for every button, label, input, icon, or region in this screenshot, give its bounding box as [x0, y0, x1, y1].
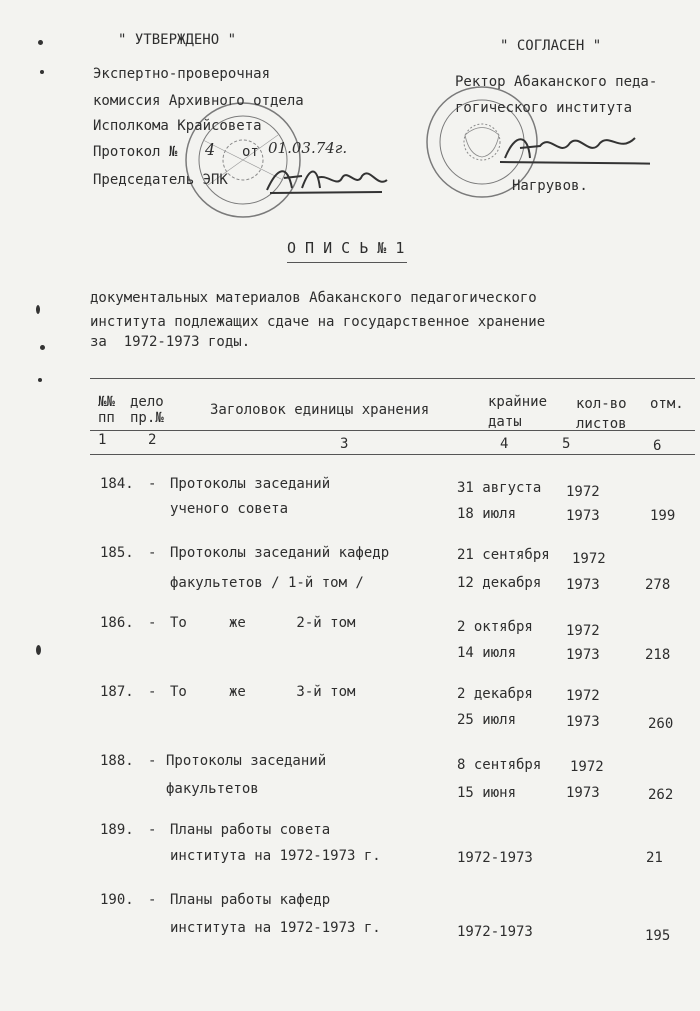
- col-number-3: 3: [340, 436, 349, 452]
- table-row: [0, 684, 700, 748]
- protocol-label: Протокол №: [93, 144, 178, 160]
- row-end-year: 1973: [566, 508, 600, 524]
- header-col5: листов: [576, 416, 627, 432]
- row-start-date: 8 сентября: [457, 757, 542, 773]
- margin-speck: [38, 40, 43, 45]
- row-end-date: 25 июля: [457, 712, 517, 728]
- row-end-date: 12 декабря: [457, 575, 542, 591]
- row-end-year: 1973: [566, 647, 600, 663]
- row-sheet-count: 278: [645, 577, 671, 593]
- header-col2: пр.№: [130, 410, 164, 426]
- row-start-year: 1972: [570, 759, 604, 775]
- row-end-year: 1973: [566, 714, 600, 730]
- document-title: О П И С Ь № 1: [287, 239, 405, 257]
- subtitle-line-2: института подлежащих сдаче на государственное хранение: [90, 314, 546, 330]
- agreed-line-1: Ректор Абаканского педа-: [455, 74, 658, 90]
- table-top-rule: [90, 378, 695, 379]
- row-number: 184.: [100, 476, 134, 492]
- row-dash: -: [148, 684, 157, 700]
- row-start-year: 1972: [566, 688, 600, 704]
- chair-label: Председатель ЭПК: [93, 172, 228, 188]
- row-number: 190.: [100, 892, 134, 908]
- row-title-line-1: Планы работы кафедр: [170, 892, 331, 908]
- row-start-year: 1972: [566, 484, 600, 500]
- table-row: [0, 476, 700, 540]
- row-sheet-count: 199: [650, 508, 676, 524]
- row-title-line-2: факультетов / 1-й том /: [170, 575, 364, 591]
- row-dash: -: [148, 822, 157, 838]
- row-sheet-count: 218: [645, 647, 671, 663]
- row-number: 186.: [100, 615, 134, 631]
- protocol-number: 4: [205, 140, 216, 159]
- row-start-year: 1972: [566, 623, 600, 639]
- table-row: [0, 892, 700, 956]
- row-end-year: 1973: [566, 785, 600, 801]
- rector-signature: [500, 128, 650, 168]
- row-dash: -: [148, 545, 157, 561]
- margin-speck: [38, 378, 42, 382]
- row-end-date: 18 июля: [457, 506, 517, 522]
- col-number-6: 6: [653, 438, 662, 454]
- table-row: [0, 753, 700, 817]
- row-dash: -: [148, 476, 157, 492]
- title-underline: [287, 262, 407, 263]
- row-sheet-count: 262: [648, 787, 674, 803]
- header-col1: пп: [98, 410, 115, 426]
- row-dash: -: [148, 615, 157, 631]
- row-start-date: 31 августа: [457, 480, 542, 496]
- col-number-4: 4: [500, 436, 509, 452]
- row-end-date: 14 июля: [457, 645, 517, 661]
- row-start-date: 21 сентября: [457, 547, 550, 563]
- margin-speck: [40, 345, 45, 350]
- row-title-line-1: То же 3-й том: [170, 684, 356, 700]
- header-rule: [90, 430, 695, 431]
- table-row: [0, 822, 700, 886]
- col-number-rule: [90, 454, 695, 455]
- row-end-date: 15 июня: [457, 785, 517, 801]
- row-dash: -: [148, 892, 157, 908]
- header-col1: №№: [98, 394, 115, 410]
- row-date-range: 1972-1973: [457, 850, 533, 866]
- row-start-year: 1972: [572, 551, 606, 567]
- table-row: [0, 615, 700, 679]
- row-date-range: 1972-1973: [457, 924, 533, 940]
- approved-line-1: Экспертно-проверочная: [93, 66, 271, 82]
- row-number: 187.: [100, 684, 134, 700]
- margin-speck: [40, 70, 44, 74]
- agreed-label: " СОГЛАСЕН ": [500, 38, 602, 54]
- row-dash: -: [148, 753, 157, 769]
- row-number: 188.: [100, 753, 134, 769]
- row-sheet-count: 21: [646, 850, 663, 866]
- approved-label: " УТВЕРЖДЕНО ": [118, 32, 237, 48]
- row-number: 185.: [100, 545, 134, 561]
- row-title-line-2: факультетов: [166, 781, 259, 797]
- protocol-date: 01.03.74г.: [268, 139, 348, 157]
- rector-name: Нагрувов.: [512, 178, 588, 194]
- approved-line-3: Исполкома Крайсовета: [93, 118, 262, 134]
- col-number-1: 1: [98, 432, 107, 448]
- col-number-2: 2: [148, 432, 157, 448]
- chair-signature: [262, 158, 392, 198]
- col-number-5: 5: [562, 436, 571, 452]
- row-start-date: 2 октября: [457, 619, 533, 635]
- header-col6: отм.: [650, 396, 684, 412]
- row-number: 189.: [100, 822, 134, 838]
- header-col4: крайние: [488, 394, 548, 410]
- header-col5: кол-во: [576, 396, 627, 412]
- row-title-line-2: института на 1972-1973 г.: [170, 848, 381, 864]
- table-row: [0, 545, 700, 609]
- agreed-line-2: гогического института: [455, 100, 633, 116]
- header-col4: даты: [488, 414, 522, 430]
- row-sheet-count: 260: [648, 716, 674, 732]
- row-end-year: 1973: [566, 577, 600, 593]
- header-col2: дело: [130, 394, 164, 410]
- subtitle-line-3: за 1972-1973 годы.: [90, 334, 251, 350]
- protocol-date-prefix: от: [242, 144, 259, 160]
- margin-speck: [36, 305, 40, 314]
- subtitle-line-1: документальных материалов Абаканского педагогического: [90, 290, 537, 306]
- row-title-line-1: Протоколы заседаний: [166, 753, 327, 769]
- approved-line-2: комиссия Архивного отдела: [93, 93, 304, 109]
- header-col3: Заголовок единицы хранения: [210, 402, 430, 418]
- row-title-line-2: ученого совета: [170, 501, 289, 517]
- row-title-line-1: То же 2-й том: [170, 615, 356, 631]
- row-sheet-count: 195: [645, 928, 671, 944]
- row-title-line-1: Протоколы заседаний: [170, 476, 331, 492]
- row-start-date: 2 декабря: [457, 686, 533, 702]
- row-title-line-1: Протоколы заседаний кафедр: [170, 545, 390, 561]
- row-title-line-1: Планы работы совета: [170, 822, 331, 838]
- row-title-line-2: института на 1972-1973 г.: [170, 920, 381, 936]
